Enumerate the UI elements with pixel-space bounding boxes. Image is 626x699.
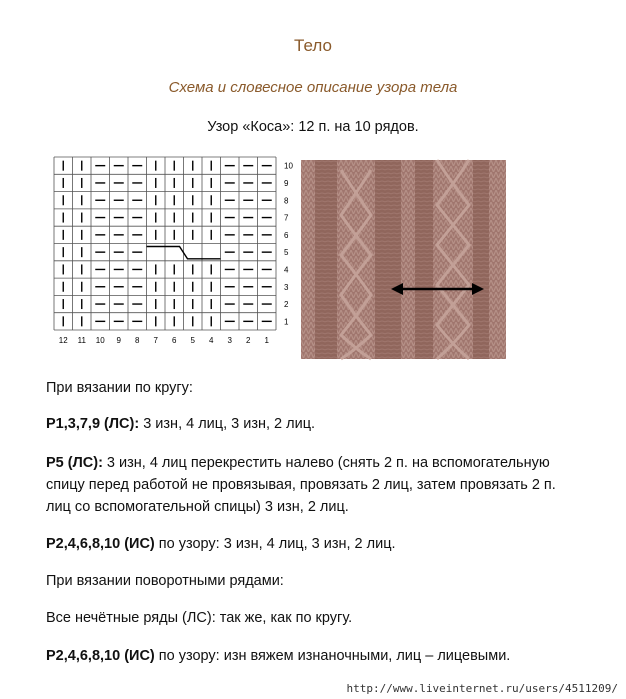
row-text: 3 изн, 4 лиц перекрестить налево (снять 2 п. на вспомогательную xyxy=(102,455,550,471)
row-number: 7 xyxy=(284,213,289,223)
column-number: 12 xyxy=(58,336,68,345)
column-number: 7 xyxy=(153,336,158,345)
pattern-description: Узор «Коса»: 12 п. на 10 рядов. xyxy=(207,119,419,135)
instruction-row-5-cont-2: лиц со вспомогательной спицы) 3 изн, 2 лиц. xyxy=(46,499,349,515)
instruction-row-5-cont-1: спицу перед работой не провязывая, провязать 2 лиц, затем провязать 2 п. xyxy=(46,477,556,493)
row-label: Р2,4,6,8,10 (ИС) xyxy=(46,648,155,664)
cable-fabric-image xyxy=(301,160,506,359)
row-number: 4 xyxy=(284,265,289,275)
row-label: Р1,3,7,9 (ЛС): xyxy=(46,416,140,432)
row-number: 1 xyxy=(284,317,289,327)
row-number: 10 xyxy=(284,161,293,171)
row-text: по узору: изн вяжем изнаночными, лиц – лицевыми. xyxy=(154,648,511,664)
round-knitting-header: При вязании по кругу: xyxy=(46,380,193,396)
row-number: 9 xyxy=(284,178,289,188)
watermark-url: http://www.liveinternet.ru/users/4511209/ xyxy=(346,682,618,695)
flat-knitting-header: При вязании поворотными рядами: xyxy=(46,573,284,589)
column-number: 8 xyxy=(135,336,140,345)
row-text: 3 изн, 4 лиц, 3 изн, 2 лиц. xyxy=(139,416,316,432)
row-number: 6 xyxy=(284,230,289,240)
instruction-row-1 xyxy=(46,413,315,435)
column-number: 3 xyxy=(227,336,232,345)
knitting-chart xyxy=(52,155,292,360)
instruction-even-rows-flat xyxy=(46,645,510,667)
column-number: 1 xyxy=(264,336,269,345)
column-number: 2 xyxy=(246,336,251,345)
row-number: 3 xyxy=(284,282,289,292)
column-number: 6 xyxy=(172,336,177,345)
column-number: 9 xyxy=(116,336,121,345)
column-number: 5 xyxy=(190,336,195,345)
section-title: Тело xyxy=(294,36,332,55)
row-number: 5 xyxy=(284,248,289,258)
section-subtitle: Схема и словесное описание узора тела xyxy=(168,79,458,96)
knit-fabric-photo xyxy=(301,160,506,359)
row-number: 2 xyxy=(284,300,289,310)
row-number: 8 xyxy=(284,196,289,206)
instruction-even-rows xyxy=(46,533,396,555)
column-number: 4 xyxy=(209,336,214,345)
row-label: Р5 (ЛС): xyxy=(46,455,103,471)
row-label: Р2,4,6,8,10 (ИС) xyxy=(46,536,155,552)
column-number: 10 xyxy=(95,336,105,345)
row-text: по узору: 3 изн, 4 лиц, 3 изн, 2 лиц. xyxy=(154,536,396,552)
odd-rows-instruction: Все нечётные ряды (ЛС): так же, как по кругу. xyxy=(46,610,353,626)
instruction-row-5 xyxy=(46,452,550,474)
column-number: 11 xyxy=(77,336,86,345)
